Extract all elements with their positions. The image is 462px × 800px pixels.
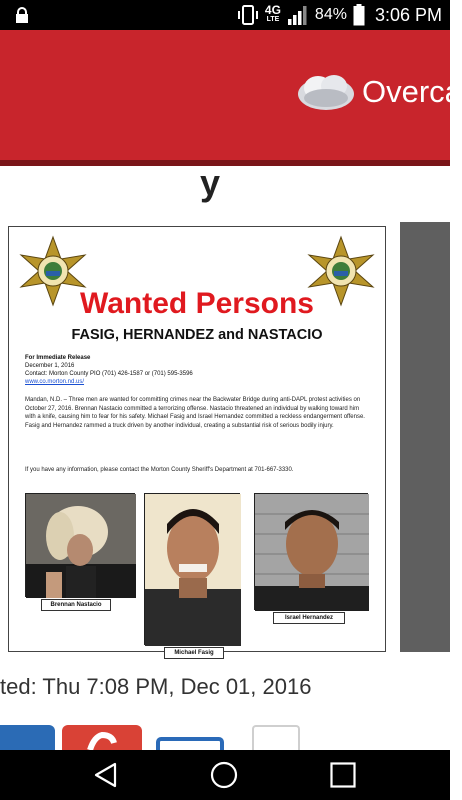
email-icon <box>156 725 224 750</box>
battery-percent: 84% <box>314 6 347 23</box>
navigation-bar <box>0 750 450 800</box>
poster-contact-text: If you have any information, please contact the Morton County Sheriff's Department at 701-667-3330. <box>25 467 294 473</box>
weather-condition: Overca <box>362 74 462 109</box>
email-share-button[interactable] <box>156 725 224 750</box>
network-type: 4G <box>264 3 281 17</box>
posted-date: ted: Thu 7:08 PM, Dec 01, 2016 <box>0 674 312 699</box>
back-icon[interactable] <box>92 760 122 790</box>
network-indicator <box>265 5 281 25</box>
status-bar <box>0 0 450 30</box>
release-link: www.co.morton.nd.us/ <box>25 379 85 385</box>
google-plus-icon <box>62 725 142 750</box>
press-release-info <box>25 354 193 386</box>
site-header <box>0 30 462 160</box>
suspect-photo <box>254 493 368 610</box>
recents-icon[interactable] <box>328 760 358 790</box>
side-ad-panel <box>400 222 450 652</box>
network-sub: LTE <box>266 16 280 23</box>
home-icon[interactable] <box>209 760 239 790</box>
poster-title: Wanted Persons <box>80 287 314 320</box>
release-contact: Contact: Morton County PIO (701) 426-1587 or (701) 595-3596 <box>25 371 193 377</box>
facebook-share-button[interactable] <box>0 725 55 750</box>
cloud-icon <box>296 70 356 114</box>
release-date: December 1, 2016 <box>25 363 75 369</box>
clock: 3:06 PM <box>374 4 442 25</box>
weather-widget[interactable] <box>296 70 462 114</box>
battery-icon <box>353 4 365 26</box>
suspect-caption: Brennan Nastacio <box>41 599 111 611</box>
vibrate-icon <box>237 4 259 26</box>
suspect-caption: Israel Hernandez <box>273 612 345 624</box>
lock-icon <box>14 7 30 24</box>
google-plus-share-button[interactable] <box>62 725 142 750</box>
more-share-button[interactable] <box>252 725 300 750</box>
suspect-photo <box>144 493 240 645</box>
poster-names: FASIG, HERNANDEZ and NASTACIO <box>71 327 323 343</box>
suspect-caption: Michael Fasig <box>164 647 224 659</box>
wanted-poster-image[interactable] <box>8 226 386 656</box>
release-heading: For Immediate Release <box>25 355 91 361</box>
suspect-photo <box>25 493 135 597</box>
signal-icon <box>287 5 309 25</box>
poster-body-text: Mandan, N.D. – Three men are wanted for committing crimes near the Backwater Bridge during anti-DAPL protest activities on October 27, 2016. Brennan Nastacio committed a terrorizing offense. Nastacio threatened an individual by walking toward him with a knife, causing him to fear for his safety. Michael Fasig and Israel Hernandez committed a reckless endangerment offense. Fasig and Hernandez rammed a truck driven by another individual, creating a substantial risk of serious bodily injury. <box>25 397 365 429</box>
article-headline: y <box>200 162 221 203</box>
